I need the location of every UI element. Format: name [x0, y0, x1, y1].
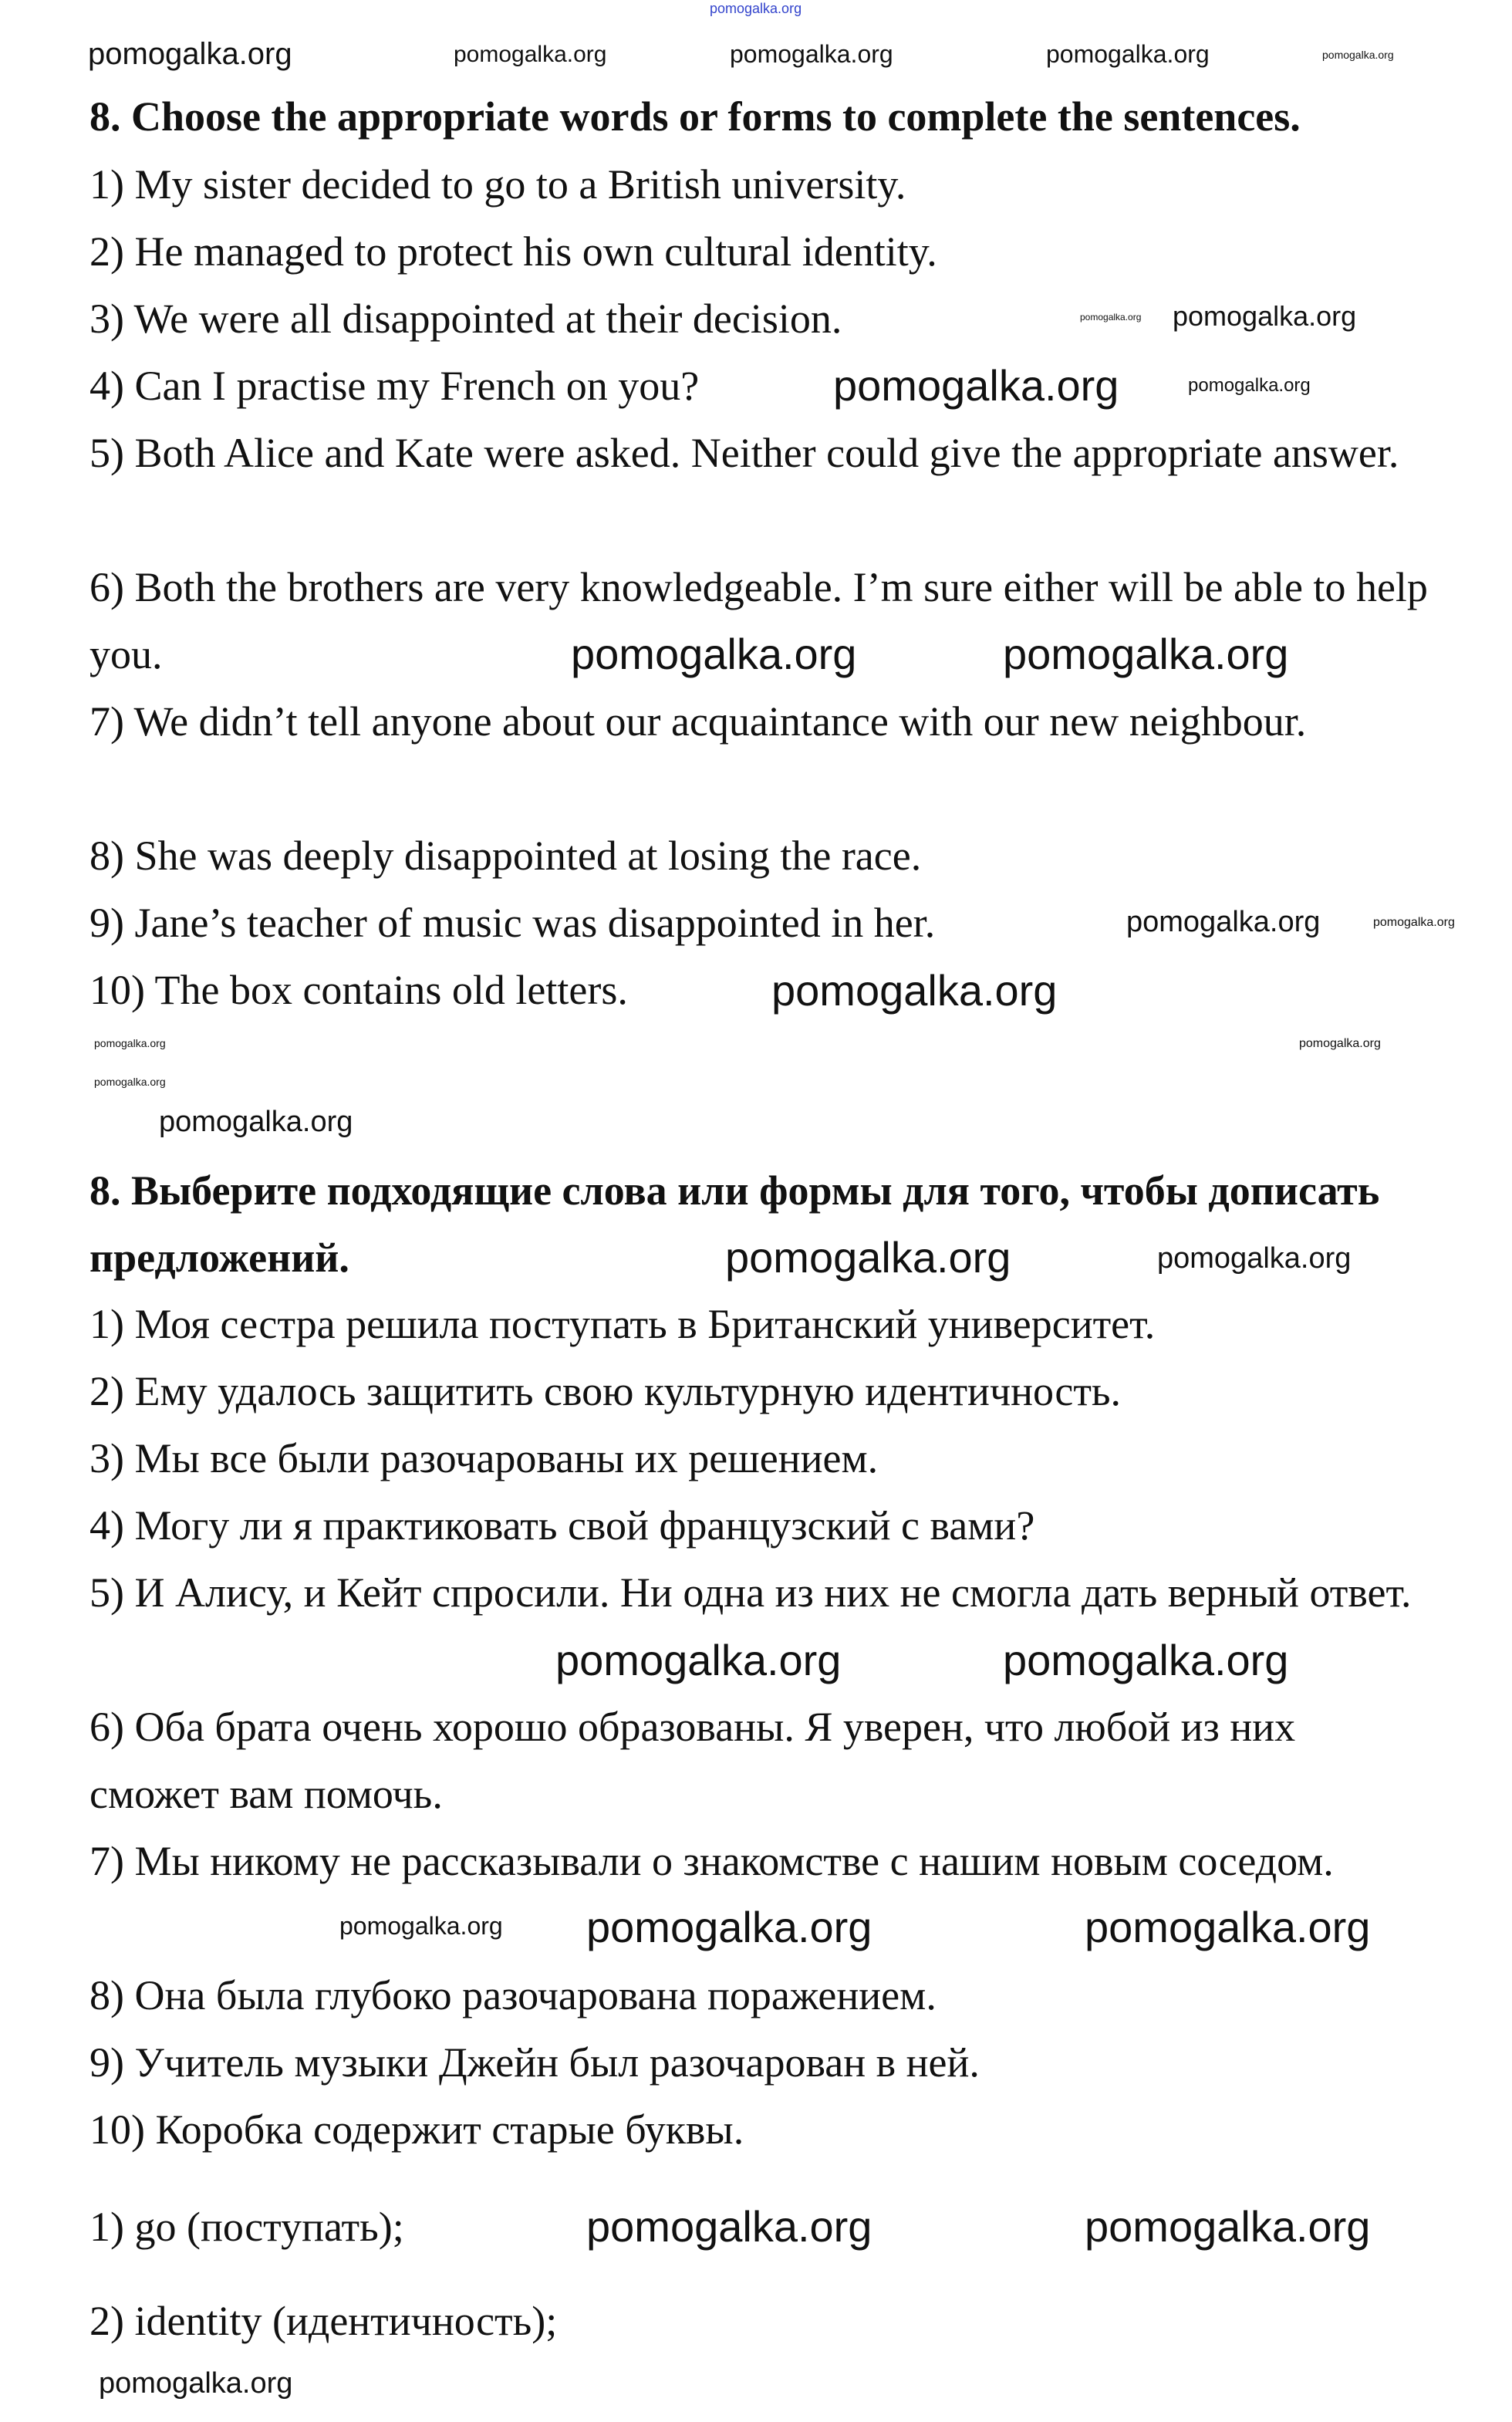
sentence-ru-2: 2) Ему удалось защитить свою культурную идентичность. — [89, 1368, 1122, 1414]
sentence-en-9: 9) Jane’s teacher of music was disappointed in her. — [89, 900, 936, 946]
watermark: pomogalka.org — [88, 37, 292, 71]
sentence-ru-5: 5) И Алису, и Кейт спросили. Ни одна из них не смогла дать верный ответ. — [89, 1569, 1412, 1616]
watermark: pomogalka.org — [833, 361, 1119, 410]
sentence-en-6: 6) Both the brothers are very knowledgeable. I’m sure either will be able to help you. — [89, 564, 1428, 677]
watermark: pomogalka.org — [730, 40, 893, 68]
watermark: pomogalka.org — [159, 1106, 353, 1138]
watermark: pomogalka.org — [339, 1912, 503, 1940]
sentence-ru-3: 3) Мы все были разочарованы их решением. — [89, 1435, 879, 1481]
watermark: pomogalka.org — [94, 1037, 166, 1049]
exercise-title-en: 8. Choose the appropriate words or forms to complete the sentences. — [89, 93, 1301, 140]
sentence-ru-1: 1) Моя сестра решила поступать в Британский университет. — [89, 1301, 1156, 1347]
watermark: pomogalka.org — [771, 966, 1058, 1015]
sentence-en-4: 4) Can I practise my French on you? — [89, 363, 700, 409]
watermark: pomogalka.org — [586, 1903, 872, 1951]
sentence-en-8: 8) She was deeply disappointed at losing the race. — [89, 833, 922, 879]
exercise-title-ru: 8. Выберите подходящие слова или формы для того, чтобы дописать предложений. — [89, 1167, 1380, 1281]
watermark: pomogalka.org — [99, 2367, 293, 2400]
sentence-en-1: 1) My sister decided to go to a British university. — [89, 161, 906, 208]
watermark: pomogalka.org — [94, 1076, 166, 1088]
watermark: pomogalka.org — [1085, 2202, 1371, 2251]
watermark: pomogalka.org — [555, 1636, 842, 1684]
sentence-ru-9: 9) Учитель музыки Джейн был разочарован в ней. — [89, 2039, 980, 2086]
watermark: pomogalka.org — [1373, 916, 1455, 929]
watermark: pomogalka.org — [1126, 906, 1321, 938]
sentence-en-5: 5) Both Alice and Kate were asked. Neither could give the appropriate answer. — [89, 430, 1399, 476]
sentence-ru-4: 4) Могу ли я практиковать свой французский с вами? — [89, 1502, 1035, 1549]
watermark: pomogalka.org — [1188, 375, 1311, 396]
watermark: pomogalka.org — [1003, 1636, 1289, 1684]
sentence-ru-6: 6) Оба брата очень хорошо образованы. Я уверен, что любой из них сможет вам помочь. — [89, 1704, 1296, 1817]
watermark: pomogalka.org — [725, 1233, 1011, 1282]
watermark: pomogalka.org — [1003, 630, 1289, 678]
watermark: pomogalka.org — [1085, 1903, 1371, 1951]
watermark: pomogalka.org — [1322, 49, 1394, 61]
watermark: pomogalka.org — [1299, 1037, 1381, 1050]
answer-2: 2) identity (идентичность); — [89, 2298, 558, 2344]
sentence-en-2: 2) He managed to protect his own cultural identity. — [89, 228, 937, 275]
sentence-ru-8: 8) Она была глубоко разочарована поражением. — [89, 1972, 937, 2018]
watermark: pomogalka.org — [454, 42, 607, 67]
watermark: pomogalka.org — [1173, 300, 1357, 332]
watermark: pomogalka.org — [1046, 40, 1210, 68]
watermark: pomogalka.org — [1080, 312, 1142, 323]
watermark: pomogalka.org — [571, 630, 857, 678]
watermark: pomogalka.org — [586, 2202, 872, 2251]
sentence-ru-10: 10) Коробка содержит старые буквы. — [89, 2106, 744, 2153]
sentence-ru-7: 7) Мы никому не рассказывали о знакомстве с нашим новым соседом. — [89, 1838, 1334, 1884]
sentence-en-3: 3) We were all disappointed at their decision. — [89, 296, 842, 342]
sentence-en-7: 7) We didn’t tell anyone about our acquaintance with our new neighbour. — [89, 698, 1307, 745]
answer-1: 1) go (поступать); — [89, 2204, 404, 2250]
sentence-en-10: 10) The box contains old letters. — [89, 967, 628, 1013]
header-link[interactable]: pomogalka.org — [710, 1, 802, 16]
watermark: pomogalka.org — [1157, 1242, 1352, 1275]
